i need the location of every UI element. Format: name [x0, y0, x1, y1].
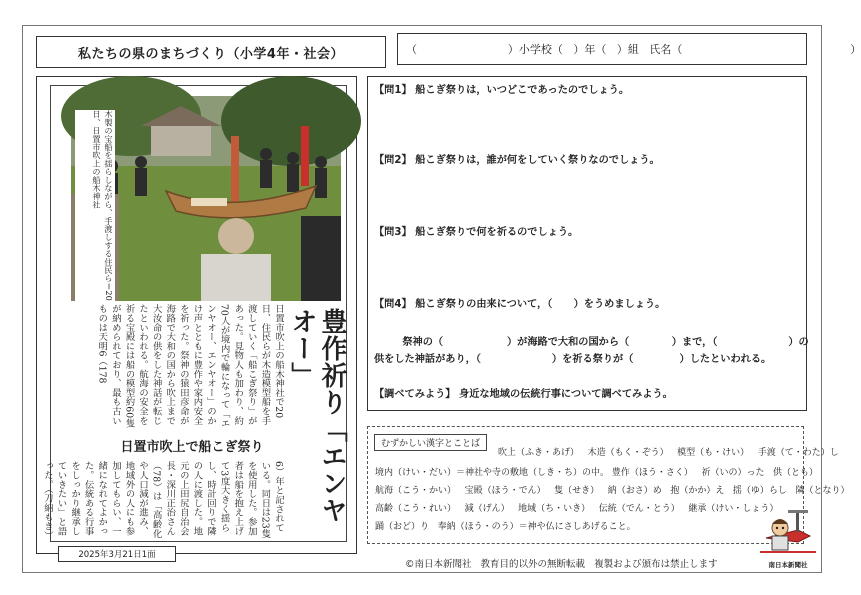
article-date-label: 2025年3月21日1面: [58, 546, 176, 562]
question-4: 【問4】 船こぎ祭りの由来について，（ ）をうめましょう。: [374, 299, 666, 310]
research-prompt: 【調べてみよう】 身近な地域の伝統行事について調べてみよう。: [374, 389, 673, 400]
newspaper-article-panel: [36, 76, 357, 554]
article-body-lower: 6）年と記されている。同日は23隻を使用した。参加者は船を抱え上げて3度大きく揺らし、時計回りで隣の人に渡した。地元の上田尻自治会長・深川正治さん（78）は「高齢化や人口減が進み、地域外の人にも参加してもらい、一緒になれてよかった。伝統ある行事をしっかり継承していきたい」と語った。（刀納もき）: [41, 461, 284, 541]
vocab-line-5: 踊（おど）り 奉納（ほう・のう）＝神や仏にさしあげること。: [375, 522, 636, 532]
vocabulary-box: [367, 426, 850, 544]
vocab-line-4: 高齢（こう・れい） 減（げん） 地域（ち・いき） 伝統（でん・とう） 継承（けい・しょう）: [375, 504, 779, 514]
worksheet-title: 私たちの県のまちづくり（小学4年・社会）: [36, 36, 386, 68]
student-name-field[interactable]: （ ）小学校（ ）年（ ）組 氏名（ ）: [397, 33, 807, 65]
newspaper-mascot: [758, 508, 818, 572]
photo-caption: 木製の宝船を揺らしながら、手渡しする住民ら＝20日、日置市吹上の船木神社: [75, 110, 115, 305]
article-body-upper: 日置市吹上の船木神社で20日、住民らが木造模型船を手渡していく「船こぎ祭り」があった。見物人も加わり、約70人が境内で輪になって「エンヤオー、エンヤオー」のかけ声とともに豊作や家内安全を祈った。祭神の猿田彦命が海路で大和の国から吹上まで大汝命の供をした神話が転じたといわれる。航海の安全を祈る宝殿には船の模型約60隻が納められており、最も古いものは天明6（178: [96, 304, 284, 428]
question-3: 【問3】 船こぎ祭りで何を祈るのでしょう。: [374, 227, 579, 238]
mascot-icon: [758, 508, 818, 560]
question-panel[interactable]: [367, 76, 807, 411]
fill-in-line-2[interactable]: 供をした神話があり，（ ）を祈る祭りが（ ）したといわれる。: [374, 354, 772, 365]
vocab-line-1: 吹上（ふき・あげ） 木造（もく・ぞう） 模型（も・けい） 手渡（て・わた）し: [498, 448, 839, 458]
copyright-notice: ©南日本新聞社 教育目的以外の無断転載 複製および頒布は禁止します: [405, 559, 718, 570]
vocabulary-title: むずかしい漢字とことば: [374, 434, 487, 451]
mascot-label: 南日本新聞社: [768, 561, 808, 569]
vocab-line-3: 航海（こう・かい） 宝殿（ほう・でん） 隻（せき） 納（おさ）め 抱（かか）え 揺（ゆ）らし 隣（となり）: [375, 486, 850, 496]
vocab-line-2: 境内（けい・だい）＝神社や寺の敷地（しき・ち）の中。 豊作（ほう・さく） 祈（いの）った 供（とも）: [375, 468, 819, 478]
article-subheadline: 日置市吹上で船こぎ祭り: [120, 439, 264, 455]
festival-photo: [71, 96, 341, 301]
question-2: 【問2】 船こぎ祭りは，誰が何をしていく祭りなのでしょう。: [374, 155, 660, 166]
newspaper-clipping: [41, 85, 347, 542]
article-headline: 豊作祈り「エンヤオー」: [287, 308, 347, 524]
fill-in-line-1[interactable]: 祭神の（ ）が海路で大和の国から（ ）まで，（ ）の: [374, 337, 809, 348]
question-1: 【問1】 船こぎ祭りは，いつどこであったのでしょう。: [374, 85, 630, 96]
